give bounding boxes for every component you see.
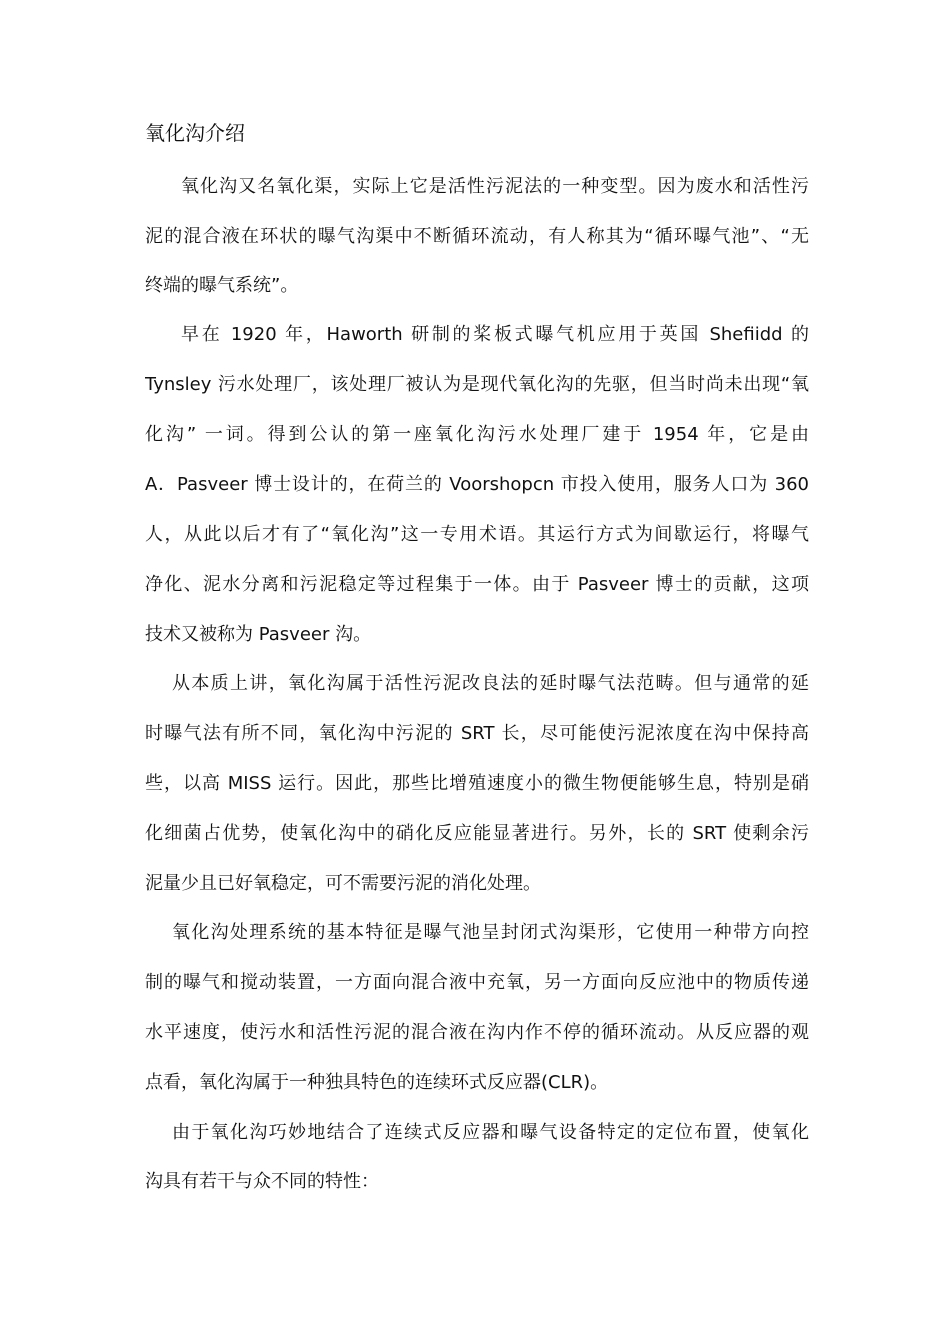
paragraph-line: 人，从此以后才有了“氧化沟”这一专用术语。其运行方式为间歇运行，将曝气 — [145, 524, 809, 545]
paragraph-line: 由于氧化沟巧妙地结合了连续式反应器和曝气设备特定的定位布置，使氧化 — [172, 1122, 809, 1143]
paragraph-line: Tynsley 污水处理厂，该处理厂被认为是现代氧化沟的先驱，但当时尚未出现“氧 — [145, 374, 809, 395]
paragraph-line: 泥量少且已好氧稳定，可不需要污泥的消化处理。 — [145, 873, 541, 894]
paragraph-line: 泥的混合液在环状的曝气沟渠中不断循环流动，有人称其为“循环曝气池”、“无 — [145, 226, 809, 247]
paragraph-line: 早在 1920 年，Haworth 研制的桨板式曝气机应用于英国 Shefiidd 的 — [181, 324, 809, 345]
paragraph-line: A．Pasveer 博士设计的，在荷兰的 Voorshopcn 市投入使用，服务人口为 360 — [145, 474, 809, 495]
paragraph-line: 水平速度，使污水和活性污泥的混合液在沟内作不停的循环流动。从反应器的观 — [145, 1022, 809, 1043]
paragraph-line: 化沟” 一词。得到公认的第一座氧化沟污水处理厂建于 1954 年，它是由 — [145, 424, 809, 445]
paragraph-line: 从本质上讲，氧化沟属于活性污泥改良法的延时曝气法范畴。但与通常的延 — [172, 673, 809, 694]
paragraph-line: 些，以高 MISS 运行。因此，那些比增殖速度小的微生物便能够生息，特别是硝 — [145, 773, 809, 794]
paragraph-line: 沟具有若干与众不同的特性： — [145, 1171, 379, 1192]
paragraph-line: 氧化沟又名氧化渠，实际上它是活性污泥法的一种变型。因为废水和活性污 — [181, 176, 809, 197]
paragraph-line: 制的曝气和搅动装置，一方面向混合液中充氧，另一方面向反应池中的物质传递 — [145, 972, 809, 993]
paragraph-line: 技术又被称为 Pasveer 沟。 — [145, 624, 372, 645]
paragraph-line: 终端的曝气系统”。 — [145, 275, 299, 296]
document-title: 氧化沟介绍 — [145, 121, 245, 145]
paragraph-line: 化细菌占优势，使氧化沟中的硝化反应能显著进行。另外，长的 SRT 使剩余污 — [145, 823, 809, 844]
paragraph-line: 点看，氧化沟属于一种独具特色的连续环式反应器(CLR)。 — [145, 1072, 609, 1093]
paragraph-line: 氧化沟处理系统的基本特征是曝气池呈封闭式沟渠形，它使用一种带方向控 — [172, 922, 809, 943]
paragraph-line: 净化、泥水分离和污泥稳定等过程集于一体。由于 Pasveer 博士的贡献，这项 — [145, 574, 809, 595]
paragraph-line: 时曝气法有所不同，氧化沟中污泥的 SRT 长，尽可能使污泥浓度在沟中保持高 — [145, 723, 809, 744]
